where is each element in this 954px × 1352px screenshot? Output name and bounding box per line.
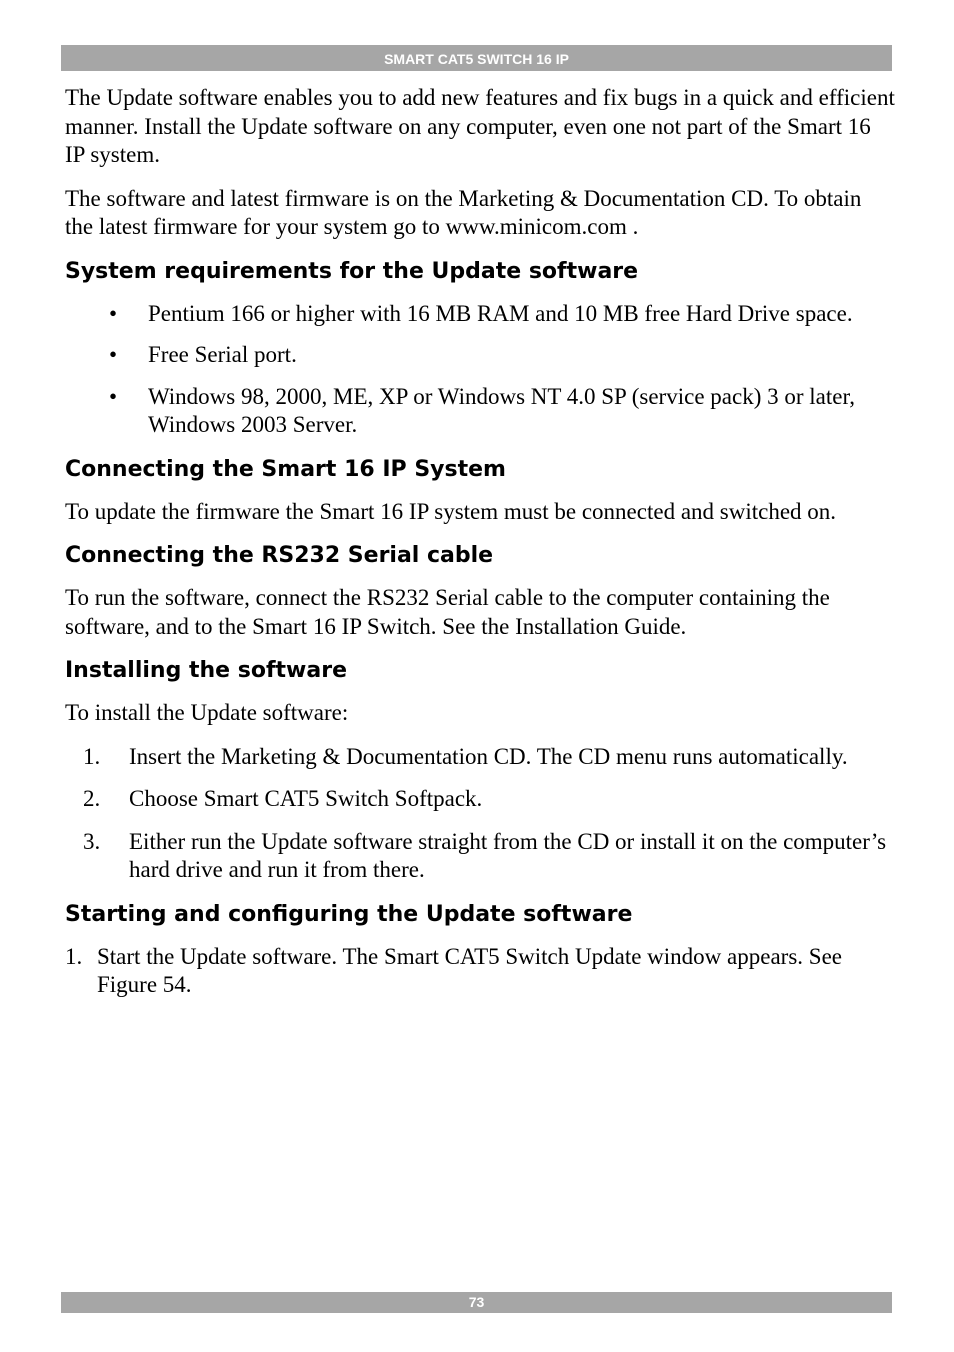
list-item: [65, 341, 895, 370]
step-number: 1.: [83, 743, 101, 769]
page-content: [65, 84, 895, 1000]
list-item-text: Pentium 166 or higher with 16 MB RAM and 10 MB free Hard Drive space.: [148, 300, 853, 326]
intro-paragraph-1: The Update software enables you to add new features and fix bugs in a quick and efficient manner. Install the Update software on any computer, even one not part of the Smart 16 IP system.: [65, 85, 895, 167]
list-item: [65, 785, 895, 814]
step-text: Choose Smart CAT5 Switch Softpack.: [129, 786, 483, 811]
connecting-cable-text: To run the software, connect the RS232 Serial cable to the computer containing the software, and to the Smart 16 IP Switch. See the Installation Guide.: [65, 585, 830, 639]
connecting-system-text: To update the firmware the Smart 16 IP system must be connected and switched on.: [65, 498, 837, 524]
requirements-list: [65, 300, 895, 440]
installing-steps: [65, 743, 895, 885]
bullet-icon: •: [109, 383, 118, 409]
step-number: 1.: [65, 943, 83, 969]
list-item: [65, 828, 895, 885]
starting-steps: [65, 943, 895, 1000]
heading-connecting-system: Connecting the Smart 16 IP System: [65, 456, 506, 482]
intro-paragraph-2: The software and latest firmware is on the Marketing & Documentation CD. To obtain the latest firmware for your system go to www.minicom.com .: [65, 185, 862, 239]
step-text: Start the Update software. The Smart CAT5 Switch Update window appears. See Figure 54.: [97, 943, 842, 997]
list-item: [65, 383, 895, 440]
bullet-icon: •: [109, 342, 118, 367]
heading-system-requirements: System requirements for the Update software: [65, 258, 639, 284]
list-item: [65, 743, 895, 772]
page-number: 73: [61, 1292, 892, 1313]
list-item-text: Windows 98, 2000, ME, XP or Windows NT 4.0 SP (service pack) 3 or later, Windows 2003 Server.: [148, 383, 855, 437]
list-item: [65, 300, 895, 329]
heading-installing-software: Installing the software: [65, 658, 347, 683]
list-item-text: Free Serial port.: [148, 342, 297, 367]
step-number: 2.: [83, 786, 101, 811]
bullet-icon: •: [109, 300, 118, 326]
step-text: Insert the Marketing & Documentation CD. The CD menu runs automatically.: [129, 743, 848, 769]
installing-intro-text: To install the Update software:: [65, 700, 349, 725]
step-text: Either run the Update software straight from the CD or install it on the computer’s hard drive and run it from there.: [129, 828, 887, 882]
step-number: 3.: [83, 828, 101, 854]
heading-connecting-cable: Connecting the RS232 Serial cable: [65, 543, 494, 568]
heading-starting-configuring: Starting and configuring the Update software: [65, 901, 633, 927]
page-header: SMART CAT5 SWITCH 16 IP: [61, 45, 892, 71]
list-item: [65, 943, 895, 1000]
